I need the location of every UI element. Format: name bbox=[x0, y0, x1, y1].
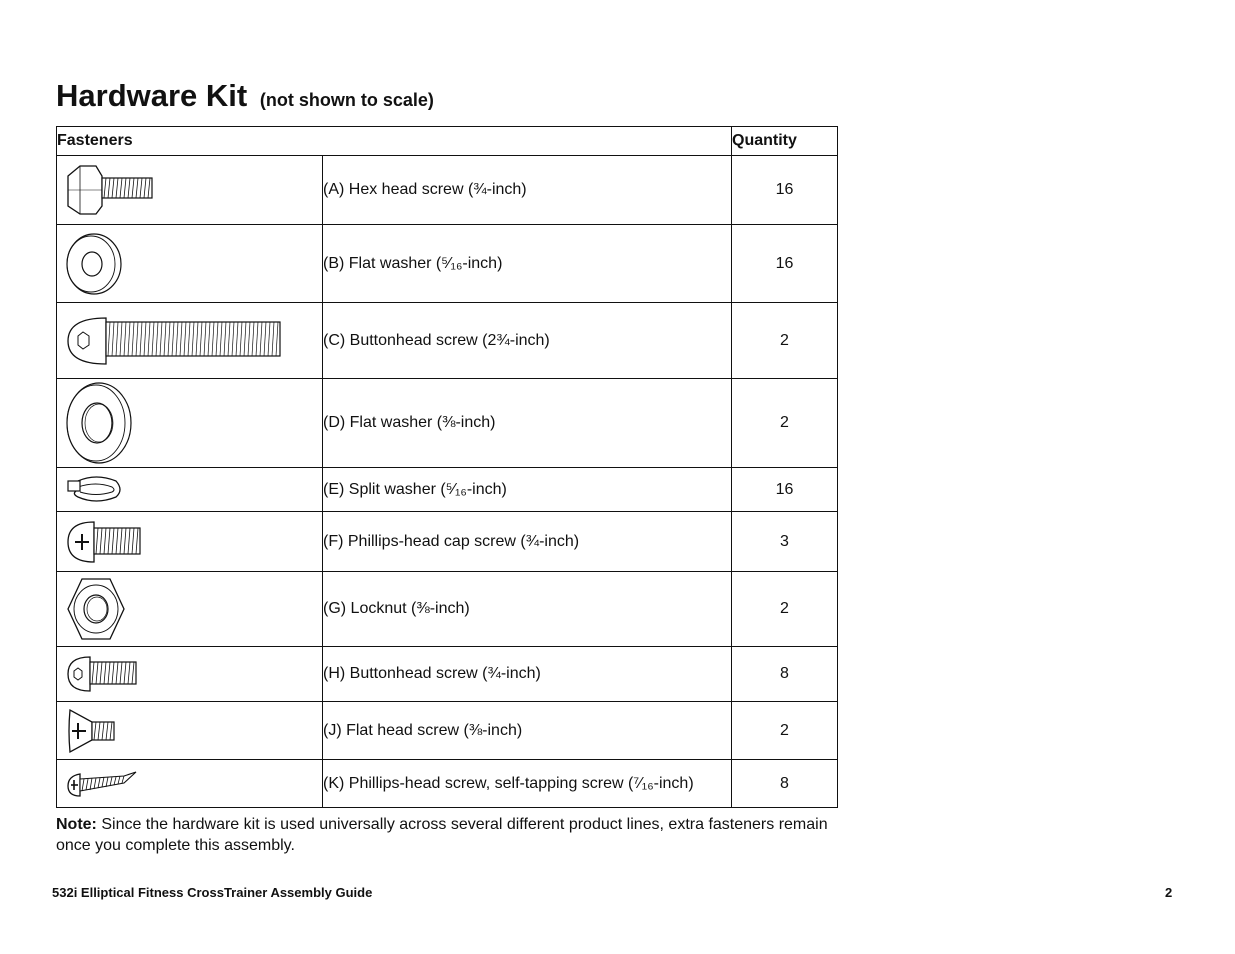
fastener-description: (D) Flat washer (⅜-inch) bbox=[323, 379, 732, 468]
table-row bbox=[57, 303, 838, 379]
fastener-description: (F) Phillips-head cap screw (¾-inch) bbox=[323, 512, 732, 572]
fastener-quantity: 2 bbox=[732, 572, 838, 647]
flat-washer-large-icon bbox=[66, 381, 134, 465]
fastener-description: (G) Locknut (⅜-inch) bbox=[323, 572, 732, 647]
table-row bbox=[57, 760, 838, 808]
buttonhead-screw-short-icon bbox=[66, 654, 140, 694]
table-header-row bbox=[57, 127, 838, 156]
table-row bbox=[57, 379, 838, 468]
table-row bbox=[57, 156, 838, 225]
note bbox=[56, 814, 856, 856]
fastener-quantity: 16 bbox=[732, 156, 838, 225]
split-washer-icon bbox=[66, 475, 124, 505]
table-row bbox=[57, 572, 838, 647]
locknut-icon bbox=[66, 577, 126, 641]
fastener-quantity: 2 bbox=[732, 379, 838, 468]
note-label: Note: bbox=[56, 816, 97, 833]
hardware-table bbox=[56, 126, 838, 808]
flat-washer-icon bbox=[66, 232, 126, 296]
fastener-quantity: 2 bbox=[732, 702, 838, 760]
table-row bbox=[57, 702, 838, 760]
table-row bbox=[57, 225, 838, 303]
buttonhead-screw-long-icon bbox=[66, 312, 284, 370]
flat-head-screw-icon bbox=[66, 708, 118, 754]
footer-guide-title: 532i Elliptical Fitness CrossTrainer Assembly Guide bbox=[52, 885, 373, 900]
fastener-description: (J) Flat head screw (⅜-inch) bbox=[323, 702, 732, 760]
title-subtitle: (not shown to scale) bbox=[259, 90, 434, 110]
hex-head-screw-icon bbox=[66, 162, 156, 218]
fastener-quantity: 16 bbox=[732, 225, 838, 303]
phillips-cap-screw-icon bbox=[66, 518, 144, 566]
table-row bbox=[57, 512, 838, 572]
fastener-description: (C) Buttonhead screw (2¾-inch) bbox=[323, 303, 732, 379]
table-row bbox=[57, 647, 838, 702]
quantity-header: Quantity bbox=[732, 127, 838, 156]
fastener-description: (E) Split washer (⁵⁄₁₆-inch) bbox=[323, 468, 732, 512]
fastener-quantity: 2 bbox=[732, 303, 838, 379]
fastener-description: (H) Buttonhead screw (¾-inch) bbox=[323, 647, 732, 702]
fastener-description: (B) Flat washer (⁵⁄₁₆-inch) bbox=[323, 225, 732, 303]
fastener-description: (A) Hex head screw (¾-inch) bbox=[323, 156, 732, 225]
note-text: Since the hardware kit is used universally across several different product lines, extra fasteners remain once you complete this assembly. bbox=[56, 816, 828, 854]
fastener-quantity: 8 bbox=[732, 647, 838, 702]
fastener-quantity: 8 bbox=[732, 760, 838, 808]
fasteners-header: Fasteners bbox=[57, 127, 732, 156]
fastener-quantity: 3 bbox=[732, 512, 838, 572]
page-title bbox=[56, 76, 434, 120]
title-text: Hardware Kit bbox=[56, 78, 248, 113]
page-number: 2 bbox=[1165, 885, 1173, 900]
table-row bbox=[57, 468, 838, 512]
fastener-description: (K) Phillips-head screw, self-tapping screw (⁷⁄₁₆-inch) bbox=[323, 760, 732, 808]
fastener-quantity: 16 bbox=[732, 468, 838, 512]
self-tapping-screw-icon bbox=[66, 768, 140, 800]
